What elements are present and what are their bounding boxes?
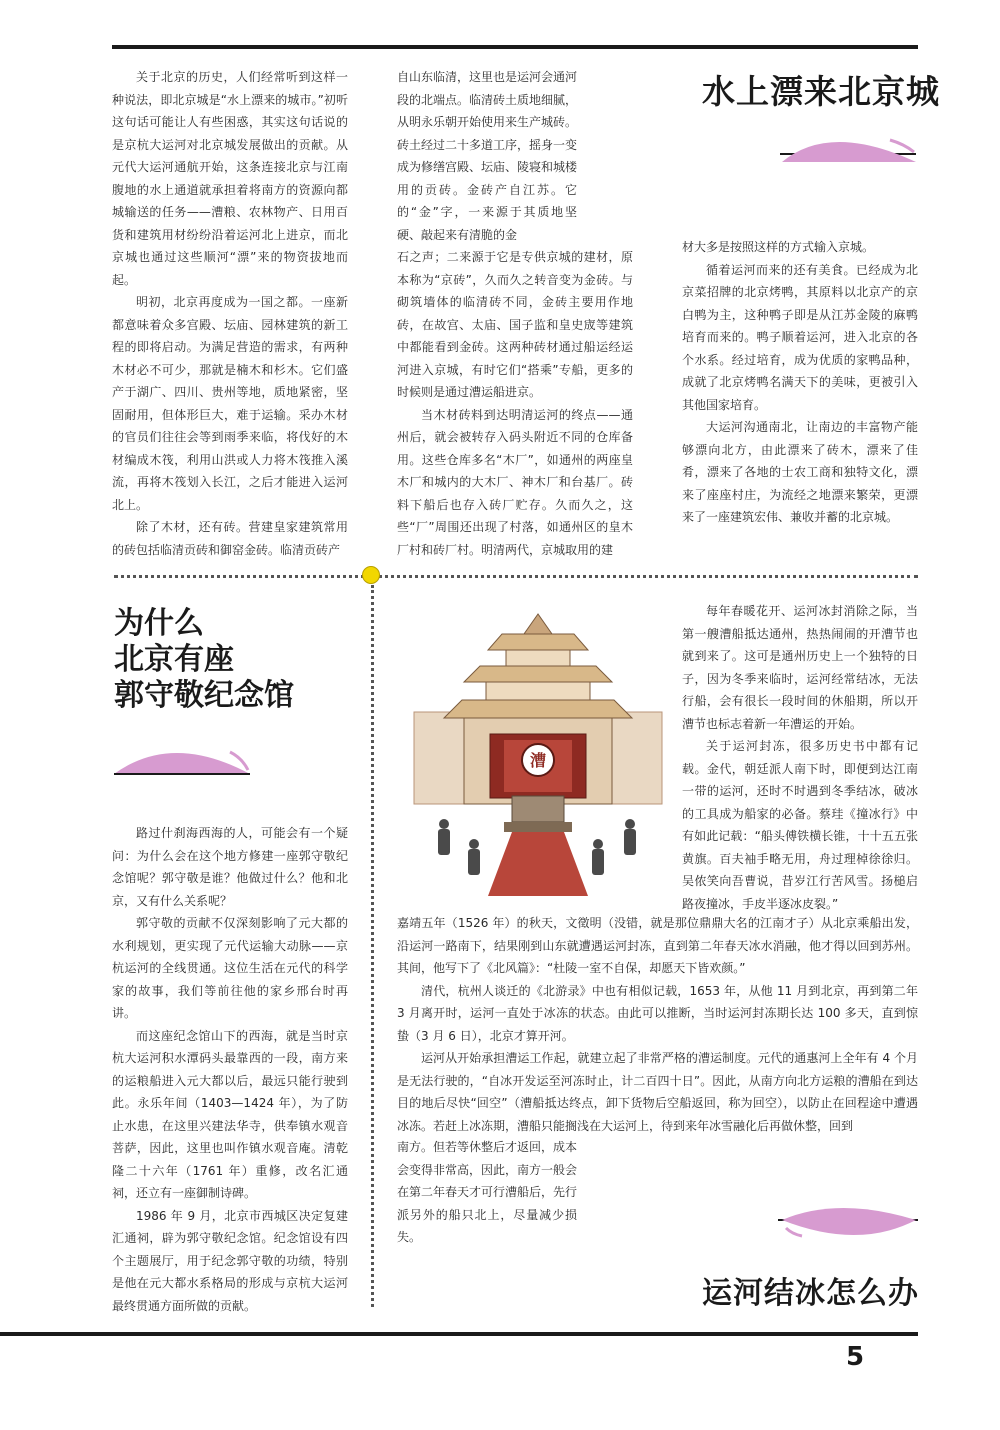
paragraph: 南方。但若等休整后才返回，成本会变得非常高，因此，南方一般会在第二年春天才可行漕船后，先行派另外的船只北上，尽量减少损失。 [397,1140,578,1244]
paragraph: 除了木材，还有砖。营建皇家建筑常用的砖包括临清贡砖和御窑金砖。临清贡砖产 [112,520,348,557]
paragraph: 关于运河封冻，很多历史书中都有记载。金代，朝廷派人南下时，即便到达江南一带的运河，还时不时遇到冬季结冰，破冰的工具成为船家的必备。蔡珪《撞冰行》中有如此记载：“船头傅铁横长锥，十十五五张黄旗。百夫袖手略无用，舟过理棹徐徐归。吴侬笑向吾曹说，昔岁江行苦风雪。扬槌启路夜撞冰，手皮半逐冰皮裂。” [682,739,918,911]
waterborne-col2-narrow [397,66,577,246]
illustration-sign: 漕 [529,751,547,770]
paragraph: 而这座纪念馆山下的西海，就是当时京杭大运河积水潭码头最靠西的一段，南方来的运粮船进入元大都以后，最远只能行驶到此。永乐年间（1403—1424 年），为了防止水患，在这里兴建法华寺，供奉镇水观音菩萨，因此，这里也叫作镇水观音庵。清乾隆二十六年（1761 年）重修，改名汇通祠，还立有一座御制诗碑。 [112,1028,348,1200]
section-title-frozen-canal: 运河结冰怎么办 [702,1276,919,1311]
frozen-canal-narrow-tail [397,1136,577,1249]
title-line: 为什么 [114,606,204,641]
top-rule [112,45,918,49]
paragraph: 清代，杭州人谈迁的《北游录》中也有相似记载，1653 年，从他 11 月到北京，再到第二年 3 月离开时，运河一直处于冰冻的状态。由此可以推断，当时运河封冻期长达 100 多天，直到惊蛰（3 月 6 日），北京才算开河。 [397,983,918,1043]
bottom-rule [0,1332,918,1336]
page-number: 5 [846,1342,865,1372]
paragraph: 运河从开始承担漕运工作起，就建立起了非常严格的漕运制度。元代的通惠河上全年有 4 个月是无法行驶的，“自冰开发运至河冻时止，计二百四十日”。因此，从南方向北方运粮的漕船在到达目的地后尽快“回空”（漕船抵达终点，卸下货物后空船返回，称为回空），以防止在回程途中遭遇冰冻。若赶上冰冻期，漕船只能搁浅在大运河上，待到来年冰雪融化后再做休整，回到 [397,1051,918,1133]
horizontal-dotted-divider [114,575,918,578]
paragraph: 每年春暖花开、运河冰封消除之际，当第一艘漕船抵达通州，热热闹闹的开漕节也就到来了。这可是通州历史上一个独特的日子，因为冬季来临时，运河经常结冰，无法行船，会有很长一段时间的休船期，所以开漕节也标志着新一年漕运的开始。 [682,604,918,731]
pink-arc-decoration [112,744,252,778]
yellow-dot-marker [362,566,380,584]
paragraph: 材大多是按照这样的方式输入京城。 [682,240,875,254]
paragraph: 关于北京的历史，人们经常听到这样一种说法，即北京城是“水上漂来的城市。”初听这句话可能让人有些困惑，其实这句话说的是京杭大运河对北京城发展做出的贡献。从元代大运河通航开始，这条连接北京与江南腹地的水上通道就承担着将南方的资源向都城输送的任务——漕粮、农林物产、日用百货和建筑用材纷纷沿着运河北上进京，而北京城也通过这些顺河“漂”来的物资拔地而起。 [112,70,348,287]
paragraph: 自山东临清，这里也是运河会通河段的北端点。临清砖土质地细腻，从明永乐朝开始使用来生产城砖。砖土经过二十多道工序，摇身一变成为修缮宫殿、坛庙、陵寝和城楼用的贡砖。金砖产自江苏。它的“金”字，一来源于其质地坚硬、敲起来有清脆的金 [397,70,578,242]
guo-shoujing-text [112,822,348,1317]
paragraph: 当木材砖料到达明清运河的终点——通州后，就会被转存入码头附近不同的仓库备用。这些仓库多名“木厂”，如通州的两座皇木厂和城内的大木厂、神木厂和台基厂。砖料下船后也存入砖厂贮存。久而久之，这些“厂”周围还出现了村落，如通州区的皇木厂村和砖厂村。明清两代，京城取用的建 [397,407,633,557]
section-title-waterborne: 水上漂来北京城 [702,72,940,111]
paragraph: 郭守敬的贡献不仅深刻影响了元大都的水利规划，更实现了元代运输大动脉——京杭运河的全线贯通。这位生活在元代的科学家的故事，我们等前往他的家乡邢台时再讲。 [112,916,348,1020]
paragraph: 石之声；二来源于它是专供京城的建材，原本称为“京砖”，久而久之转音变为金砖。与砌筑墙体的临清砖不同，金砖主要用作地砖，在故宫、太庙、国子监和皇史宬等建筑中都能看到金砖。这两种砖材通过船运经运河进入京城，有时它们“搭乘”专船，更多的时候则是通过漕运船进京。 [397,250,633,399]
paragraph: 明初，北京再度成为一国之都。一座新都意味着众多宫殿、坛庙、园林建筑的新工程的即将启动。为满足营造的需求，有两种木材必不可少，那就是楠木和杉木。它们盛产于湖广、四川、贵州等地，质地紧密，坚固耐用，但体形巨大，难于运输。采办木材的官员们往往会等到雨季来临，将伐好的木材编成木筏，利用山洪或人力将木筏推入溪流，再将木筏划入长江，之后才能进入运河北上。 [112,295,348,512]
frozen-canal-wide-text [397,912,918,1137]
paragraph: 1986 年 9 月，北京市西城区决定复建汇通祠，辟为郭守敬纪念馆。纪念馆设有四个主题展厅，用于纪念郭守敬的功绩，特别是他在元大都水系格局的形成与京杭大运河最终贯通方面所做的贡献。 [112,1208,348,1313]
waterborne-col3 [682,236,918,529]
waterborne-col2-wide [397,246,633,561]
title-line: 北京有座 [114,642,234,677]
title-line: 郭守敬纪念馆 [114,678,294,713]
paragraph: 路过什刹海西海的人，可能会有一个疑问：为什么会在这个地方修建一座郭守敬纪念馆呢？郭守敬是谁？他做过什么？他和北京，又有什么关系呢？ [112,826,348,908]
frozen-canal-right-col [682,600,918,915]
vertical-dotted-divider [371,585,374,1307]
canal-festival-illustration [412,600,664,896]
section-title-guo-shoujing [114,606,294,714]
paragraph: 大运河沟通南北，让南边的丰富物产能够漂向北方，由此漂来了砖木，漂来了佳肴，漂来了各地的士农工商和独特文化，漂来了座座村庄，为流经之地漂来繁荣，更漂来了一座建筑宏伟、兼收并蓄的北京城。 [682,420,918,524]
paragraph: 循着运河而来的还有美食。已经成为北京菜招牌的北京烤鸭，其原料以北京产的京白鸭为主，这种鸭子即是从江苏金陵的麻鸭培育而来的。鸭子顺着运河，进入北京的各个水系。经过培育，成为优质的家鸭品种，成就了北京烤鸭名满天下的美味，更被引入其他国家培育。 [682,262,918,412]
waterborne-col1 [112,66,348,561]
pink-arc-decoration [780,136,920,172]
paragraph: 嘉靖五年（1526 年）的秋天，文徵明（没错，就是那位鼎鼎大名的江南才子）从北京乘船出发，沿运河一路南下，结果刚到山东就遭遇运河封冻，直到第二年春天冰水消融，他才得以回到苏州。其间，他写下了《北风篇》：“杜陵一室不自保，却愿天下皆欢颜。” [397,916,918,975]
pink-arc-decoration [778,1206,920,1242]
